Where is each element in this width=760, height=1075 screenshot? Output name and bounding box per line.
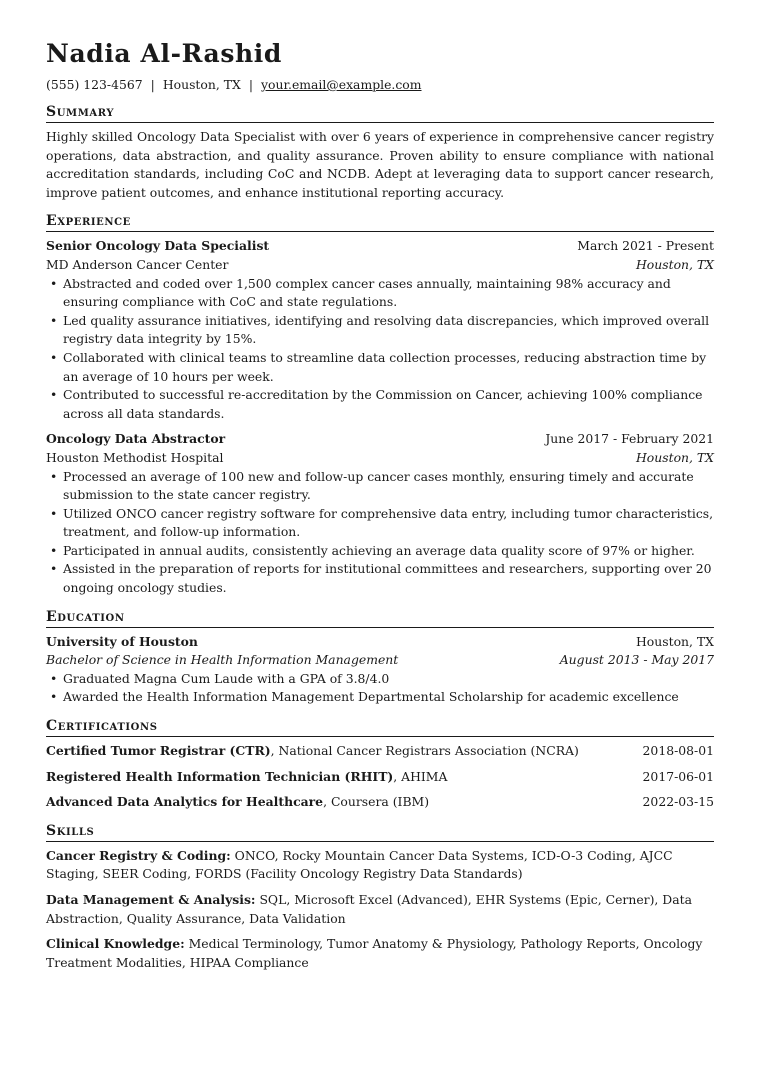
skill-text: Medical Terminology, Tumor Anatomy & Physiology, Pathology Reports, Oncology Treatment Modalities, HIPAA Compliance xyxy=(46,936,703,970)
contact-separator: | xyxy=(248,77,254,92)
list-item: • Utilized ONCO cancer registry software for comprehensive data entry, including tumor characteristics, treatment, and follow-up information. xyxy=(63,505,714,542)
education-subheader xyxy=(46,651,714,670)
job-location: Houston, TX xyxy=(636,449,714,465)
education-bullets xyxy=(46,670,714,707)
job-subheader xyxy=(46,256,714,275)
job-dates: March 2021 - Present xyxy=(577,238,714,254)
certification-date: 2017-06-01 xyxy=(642,768,714,784)
degree: Bachelor of Science in Health Information Management xyxy=(46,652,399,668)
school-location: Houston, TX xyxy=(636,633,714,649)
skill-group xyxy=(46,847,714,884)
list-item: • Processed an average of 100 new and follow-up cancer cases monthly, ensuring timely and accurate submission to the state cancer registry. xyxy=(63,468,714,505)
section-title-experience: Experience xyxy=(46,212,714,232)
list-item: • Abstracted and coded over 1,500 complex cancer cases annually, maintaining 98% accuracy and ensuring compliance with CoC and state regulations. xyxy=(63,275,714,312)
section-title-education: Education xyxy=(46,608,714,628)
job-dates: June 2017 - February 2021 xyxy=(545,431,714,447)
certification-issuer: , National Cancer Registrars Association (NCRA) xyxy=(270,743,579,759)
job-company: Houston Methodist Hospital xyxy=(46,449,224,465)
certification-item xyxy=(46,742,714,761)
skill-text: ONCO, Rocky Mountain Cancer Data Systems, ICD-O-3 Coding, AJCC Staging, SEER Coding, FORDS (Facility Oncology Registry Data Standards) xyxy=(46,847,673,882)
skill-label: Clinical Knowledge: xyxy=(46,936,185,952)
list-item: • Graduated Magna Cum Laude with a GPA of 3.8/4.0 xyxy=(63,670,714,689)
list-item: • Participated in annual audits, consistently achieving an average data quality score of 97% or higher. xyxy=(63,542,714,561)
job-location: Houston, TX xyxy=(636,256,714,272)
list-item: • Awarded the Health Information Management Departmental Scholarship for academic excellence xyxy=(63,688,714,707)
certification-name: Registered Health Information Technician (RHIT) xyxy=(46,768,394,784)
job-bullets xyxy=(46,468,714,598)
job-bullets xyxy=(46,275,714,424)
job-company: MD Anderson Cancer Center xyxy=(46,256,229,272)
job-entry xyxy=(46,430,714,597)
list-item: • Collaborated with clinical teams to streamline data collection processes, reducing abstraction time by an average of 10 hours per week. xyxy=(63,349,714,386)
certification-issuer: , AHIMA xyxy=(393,768,448,784)
job-subheader xyxy=(46,449,714,468)
skill-group xyxy=(46,891,714,928)
section-title-summary: Summary xyxy=(46,103,714,123)
certification-issuer: , Coursera (IBM) xyxy=(323,794,430,810)
skill-text: SQL, Microsoft Excel (Advanced), EHR Systems (Epic, Cerner), Data Abstraction, Quality Assurance, Data Validation xyxy=(46,892,692,926)
skill-label: Data Management & Analysis: xyxy=(46,892,256,907)
contact-separator: | xyxy=(150,77,155,92)
job-entry xyxy=(46,237,714,423)
certification-date: 2018-08-01 xyxy=(642,743,714,759)
certification-name: Advanced Data Analytics for Healthcare xyxy=(46,794,324,810)
certification-item xyxy=(46,768,714,787)
job-header xyxy=(46,237,714,256)
list-item: • Contributed to successful re-accreditation by the Commission on Cancer, achieving 100% compliance across all data standards. xyxy=(63,386,714,423)
list-item: • Assisted in the preparation of reports for institutional committees and researchers, supporting over 20 ongoing oncology studies. xyxy=(63,560,714,597)
section-title-skills: Skills xyxy=(46,822,714,842)
skill-group xyxy=(46,935,714,972)
summary-text: Highly skilled Oncology Data Specialist with over 6 years of experience in comprehensive cancer registry operations, data abstraction, and quality assurance. Proven ability to ensure compliance with national accreditation standards, including CoC and NCDB. Adept at leveraging data to support cancer research, improve patient outcomes, and enhance institutional reporting accuracy. xyxy=(46,129,714,200)
contact-line xyxy=(46,76,714,93)
certification-date: 2022-03-15 xyxy=(642,794,714,810)
education-entry xyxy=(46,633,714,707)
phone-number: (555) 123-4567 xyxy=(46,77,143,92)
job-role: Oncology Data Abstractor xyxy=(46,431,226,447)
education-dates: August 2013 - May 2017 xyxy=(559,652,714,668)
section-title-certifications: Certifications xyxy=(46,717,714,737)
certification-name: Certified Tumor Registrar (CTR) xyxy=(46,743,271,759)
job-header xyxy=(46,430,714,449)
skill-label: Cancer Registry & Coding: xyxy=(46,847,231,863)
email-link[interactable]: your.email@example.com xyxy=(261,77,422,92)
certification-item xyxy=(46,793,714,812)
list-item: • Led quality assurance initiatives, identifying and resolving data discrepancies, which improved overall registry data integrity by 15%. xyxy=(63,312,714,349)
education-header xyxy=(46,633,714,652)
location: Houston, TX xyxy=(162,77,241,92)
school-name: University of Houston xyxy=(46,633,198,649)
job-role: Senior Oncology Data Specialist xyxy=(46,238,270,254)
candidate-name: Nadia Al-Rashid xyxy=(46,39,282,68)
